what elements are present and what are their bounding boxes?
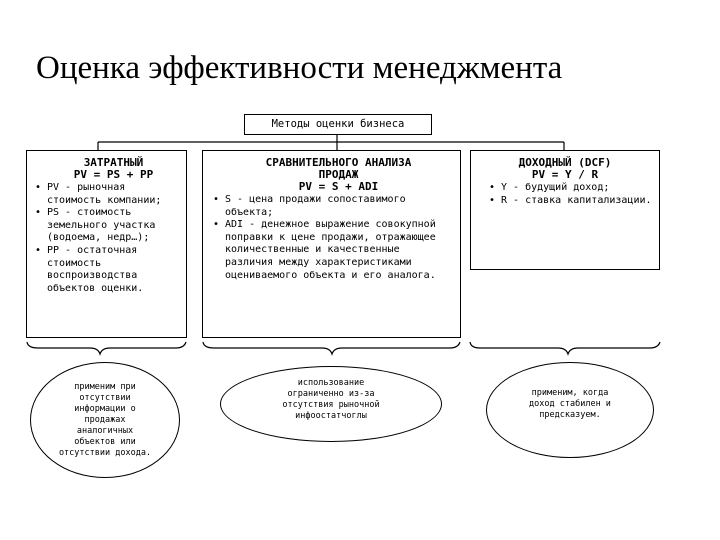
cost-note-text: применим при отсутствии информации о продажах аналогичных объектов или отсутствии дохода. [58,382,152,458]
income-method-heading: ДОХОДНЫЙ (DCF) [518,156,612,169]
cost-method-box [26,150,187,338]
income-item-y: • Y - будущий доход; [489,182,610,193]
market-method-box [202,150,461,338]
cost-method-formula: PV = PS + PP [73,168,154,181]
market-note-text: использование ограниченно из-за отсутствия рыночной инфоостатчоглы [282,378,380,421]
left-brace [27,342,186,354]
income-method-box [470,150,660,270]
bullet-icon: • [35,182,42,193]
cost-method-heading: ЗАТРАТНЫЙ [83,156,144,169]
middle-brace [203,342,460,354]
market-item-adi: • ADI - денежное выражение совокупной поправки к цене продажи, отражающее количественные и качественные различия между характеристиками оцениваемого объекта и его аналога. [213,219,436,281]
root-label: Методы оценки бизнеса [271,118,405,130]
page-title: Оценка эффективности менеджмента [36,50,563,86]
bullet-icon: • [213,219,220,231]
cost-item-pv: • PV - рыночная стоимость компании; [35,182,162,206]
bullet-icon: • [35,244,42,256]
income-item-r: • R - ставка капитализации. [489,194,652,206]
income-method-formula: PV = Y / R [531,168,599,181]
bullet-icon: • [35,207,42,219]
market-method-heading-line2: ПРОДАЖ [318,168,359,181]
market-item-s: • S - цена продажи сопоставимого объекта; [213,194,406,218]
bullet-icon: • [489,194,496,206]
cost-item-pp: • PP - остаточная стоимость воспроизводства объектов оценки. [35,244,144,294]
bullet-icon: • [489,182,496,193]
bullet-icon: • [213,194,220,205]
root-box [244,114,432,135]
market-method-heading-line1: СРАВНИТЕЛЬНОГО АНАЛИЗА [265,156,412,169]
right-brace [470,342,660,354]
income-note-text: применим, когда доход стабилен и предсказуем. [529,388,611,420]
cost-item-ps: • PS - стоимость земельного участка (водоема, недр…); [35,207,156,244]
market-method-formula: PV = S + ADI [298,180,379,193]
